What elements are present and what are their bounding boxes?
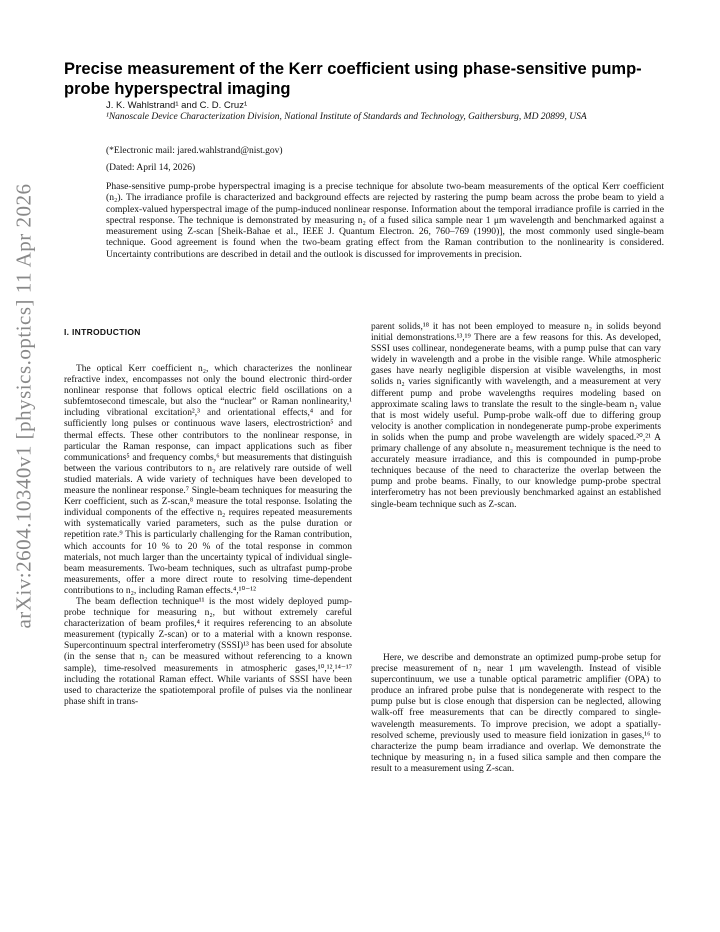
date-line: (Dated: April 14, 2026) <box>106 163 196 173</box>
email-note: (*Electronic mail: jared.wahlstrand@nist.gov) <box>106 146 283 156</box>
affiliation: ¹Nanoscale Device Characterization Division, National Institute of Standards and Technology, Gaithersburg, MD 20899, USA <box>106 112 587 122</box>
abstract: Phase-sensitive pump-probe hyperspectral imaging is a precise technique for absolute two-beam measurements of the optical Kerr coefficient (n₂). The irradiance profile is characterized and background effects are rejected by rastering the pump beam across the probe beam to yield a complex-valued hyperspectral image of the pump-induced nonlinear response. Information about the temporal irradiance profile is carried in the spectral response. The technique is demonstrated by measuring n₂ of a fused silica sample near 1 μm wavelength and benchmarked against a measurement using Z-scan [Sheik-Bahae et al., IEEE J. Quantum Electron. 26, 760–769 (1990)], the most commonly used single-beam technique. Good agreement is found when the two-beam grating effect from the Raman contribution to the nonlinearity is considered. Uncertainty contributions are described in detail and the outlook is discussed for improvements in precision. <box>106 181 664 260</box>
paragraph: Here, we describe and demonstrate an optimized pump-probe setup for precise measurement of n₂ near 1 μm wavelength. Instead of visible supercontinuum, we use a tunable optical parametric amplifier (OPA) to produce an infrared probe pulse that is nondegenerate with respect to the pump pulse but is close enough that dispersion can be neglected, allowing walk-off free measurements that can be directly compared to single-wavelength measurements. To improve precision, we adopt a spatially-resolved scheme, previously used to measure field ionization in gases,¹⁶ to characterize the pump beam irradiance and overlap. We demonstrate the technique by measuring n₂ in a fused silica sample and then compare the result to a measurement using Z-scan. <box>371 653 661 774</box>
paper-title: Precise measurement of the Kerr coefficient using phase-sensitive pump-probe hyperspectral imaging <box>64 60 642 98</box>
authors: J. K. Wahlstrand¹ and C. D. Cruz¹ <box>106 100 248 111</box>
right-column-bottom <box>371 653 661 775</box>
arxiv-watermark <box>4 183 44 629</box>
right-column-top <box>371 322 661 511</box>
left-column <box>64 364 352 708</box>
paragraph: The beam deflection technique¹¹ is the most widely deployed pump-probe technique for measuring n₂, but without extremely careful characterization of beam profiles,⁴ it requires referencing to an absolute measurement (typically Z-scan) or to a material with a known response. Supercontinuum spectral interferometry (SSSI)¹³ has been used for absolute (in the sense that n₂ can be measured without referencing to a known sample), time-resolved measurements in atmospheric gases,¹⁰,¹²,¹⁴⁻¹⁷ including the rotational Raman effect. While variants of SSSI have been used to characterize the spatiotemporal profile of pulses via the nonlinear phase shift in trans- <box>64 596 352 707</box>
arxiv-id: arXiv:2604.10340v1 [physics.optics] 11 Apr 2026 <box>11 183 36 629</box>
paragraph: parent solids,¹⁸ it has not been employed to measure n₂ in solids beyond initial demonstrations.¹³,¹⁹ There are a few reasons for this. As developed, SSSI uses collinear, nondegenerate beams, with a pump pulse that can vary widely in wavelength and a probe in the visible range. While atmospheric gases have nearly negligible dispersion at visible wavelengths, in most solids n₂ varies significantly with wavelength, and a measurement at very different pump and probe wavelengths requires modeling based on approximate scaling laws to translate the result to the single-beam n₂ value that is most widely useful. Pump-probe walk-off due to differing group velocity is another complication in nondegenerate pump-probe experiments in solids when the pump and probe wavelength are widely spaced.²⁰,²¹ A primary challenge of any absolute n₂ measurement technique is the need to accurately measure irradiance, and this is compounded in pump-probe techniques because of the need to characterize the overlap between the pump and probe beams. Finally, to our knowledge pump-probe spectral interferometry has not been previously benchmarked against an established single-beam technique such as Z-scan. <box>371 322 661 510</box>
section-heading: I. INTRODUCTION <box>64 327 141 337</box>
paragraph: The optical Kerr coefficient n₂, which characterizes the nonlinear refractive index, encompasses not only the bound electronic third-order nonlinear response that follows optical electric field oscillations on a subfemtosecond timescale, but also the “nuclear” or Raman nonlinearity,¹ including vibrational excitation²,³ and orientational effects,⁴ and for sufficiently long pulses or continuous wave lasers, electrostriction⁵ and thermal effects. These other contributors to the nonlinear response, in particular the Raman response, can impact applications such as fiber communications⁵ and frequency combs,⁶ but measurements that distinguish between the various contributors to n₂ are relatively rare outside of well studied materials. A wide variety of techniques have been developed to measure the nonlinear response.⁷ Single-beam techniques for measuring the Kerr coefficient, such as Z-scan,⁸ measure the total response. Isolating the individual components of the effective n₂ requires repeated measurements with systematically varied parameters, such as the pulse duration or repetition rate.⁹ This is particularly challenging for the Raman contribution, which accounts for 10 % to 20 % of the total response in common materials, not much larger than the uncertainty typical of individual single-beam measurements. Two-beam techniques, such as ultrafast pump-probe measurements, offer a more direct route to resolving time-dependent contributions to n₂, including Raman effects.⁴,¹⁰⁻¹² <box>64 364 352 596</box>
